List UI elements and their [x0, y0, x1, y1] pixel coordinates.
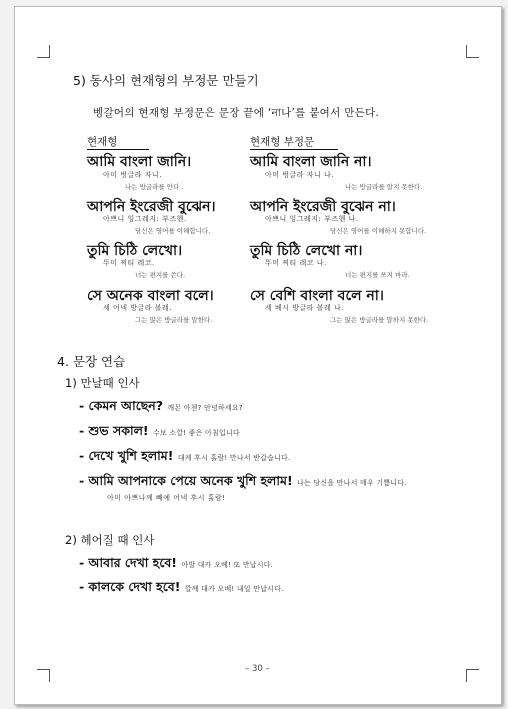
greet-part-item-2 — [79, 579, 283, 599]
greet-meet-item-3-note: 대케 후시 홀람! 만나서 반갑습니다. — [177, 454, 291, 462]
greet-meet-item-4-note: 나는 당신을 만나서 매우 기쁩니다. — [297, 479, 407, 487]
greet-meet-item-2 — [79, 423, 240, 443]
row-4-left-pron: 세 어넥 방글라 볼레. — [103, 304, 172, 312]
row-3-right-meaning: 너는 편지를 쓰지 마라. — [345, 271, 410, 279]
row-1-left-pron: 아미 벙글라 자니. — [103, 171, 163, 179]
section-5-title: 5) 동사의 현재형의 부정문 만들기 — [73, 73, 259, 88]
greet-meet-item-3 — [79, 448, 290, 468]
greet-meet-item-1-bengali: - কেমন আছেন? — [79, 398, 164, 413]
row-2-left-pron: 아쁘니 잉그레지: 부즈헨. — [103, 215, 187, 223]
row-1-left-meaning: 나는 방글라를 안다 . — [125, 183, 184, 191]
greet-meet-title: 1) 만날때 인사 — [65, 376, 140, 390]
row-1-right-pron: 아미 벙글라 자니 나. — [265, 171, 334, 179]
crop-mark-top-right — [466, 45, 479, 58]
greet-part-title: 2) 헤어질 때 인사 — [65, 533, 155, 547]
row-2-right-bengali: আপনি ইংরেজী বুঝেন না। — [250, 199, 396, 215]
left-column-header: 현재형 — [87, 134, 149, 150]
greet-part-item-1-note: 아발 대카 오베! 또 만납시다. — [181, 561, 274, 569]
row-4-left-meaning: 그는 많은 방글라를 말한다. — [135, 316, 213, 324]
document-page — [14, 6, 502, 705]
row-4-right-pron: 세 베시 방글라 볼레 나. — [265, 304, 344, 312]
greet-meet-item-1 — [79, 398, 243, 418]
row-1-left-bengali: আমি বাংলা জানি। — [87, 154, 192, 170]
greet-part-item-1-bengali: - আবার দেখা হবে! — [79, 555, 178, 570]
greet-meet-item-3-bengali: - দেখে খুশি হলাম! — [79, 448, 174, 463]
right-column-header: 현재형 부정문 — [250, 134, 338, 150]
row-3-right-pron: 뚜미 찌티 레코 나. — [265, 259, 327, 267]
page-number: – 30 – — [245, 664, 270, 674]
row-4-right-bengali: সে বেশি বাংলা বলে না। — [250, 288, 384, 304]
greet-part-item-2-note: 깔께 대카 오베! 내일 만납시다. — [184, 585, 284, 593]
row-4-left-bengali: সে অনেক বাংলা বলে। — [87, 288, 214, 304]
greet-meet-item-4-bengali: - আমি আপনাকে পেয়ে অনেক খুশি হলাম! — [79, 473, 293, 488]
row-3-left-pron: 뚜미 찌티 레코. — [103, 259, 155, 267]
row-2-right-pron: 아쁘니 잉그레지: 부즈헨 나. — [265, 215, 359, 223]
row-2-left-meaning: 당신은 영어를 이해합니다. — [135, 227, 211, 235]
greet-meet-item-1-note: 깨몬 아첸? 안녕하세요? — [167, 404, 243, 412]
row-3-left-bengali: তুমি চিঠি লেখো। — [87, 243, 183, 259]
section-4-title: 4. 문장 연습 — [57, 354, 126, 369]
row-1-right-meaning: 나는 방글라를 알지 못한다. — [345, 183, 423, 191]
row-3-right-bengali: তুমি চিঠি লেখো না। — [250, 243, 363, 259]
row-3-left-meaning: 너는 편지를 쓴다. — [135, 271, 186, 279]
greet-part-item-1 — [79, 555, 273, 575]
greet-meet-item-4-pron: 아미 아쁘나께 빼예 어넥 후시 홀람! — [107, 494, 226, 502]
row-1-right-bengali: আমি বাংলা জানি না। — [250, 154, 372, 170]
row-2-right-meaning: 당신은 영어를 이해하지 못합니다. — [330, 227, 427, 235]
greet-meet-item-4 — [79, 473, 407, 493]
greet-part-item-2-bengali: - কালকে দেখা হবে! — [79, 579, 181, 594]
crop-mark-bottom-left — [37, 669, 50, 682]
crop-mark-top-left — [37, 45, 50, 58]
section-5-intro: 벵갈어의 현재형 부정문은 문장 끝에 ‘না나’를 붙여서 만든다. — [93, 107, 380, 119]
row-2-left-bengali: আপনি ইংরেজী বুঝেন। — [87, 199, 216, 215]
crop-mark-bottom-right — [466, 669, 479, 682]
greet-meet-item-2-bengali: - শুভ সকাল! — [79, 423, 149, 438]
greet-meet-item-2-note: 수보 소깔! 좋은 아침입니다 — [152, 429, 240, 437]
row-4-right-meaning: 그는 많은 방글라를 말하지 못한다. — [330, 316, 429, 324]
